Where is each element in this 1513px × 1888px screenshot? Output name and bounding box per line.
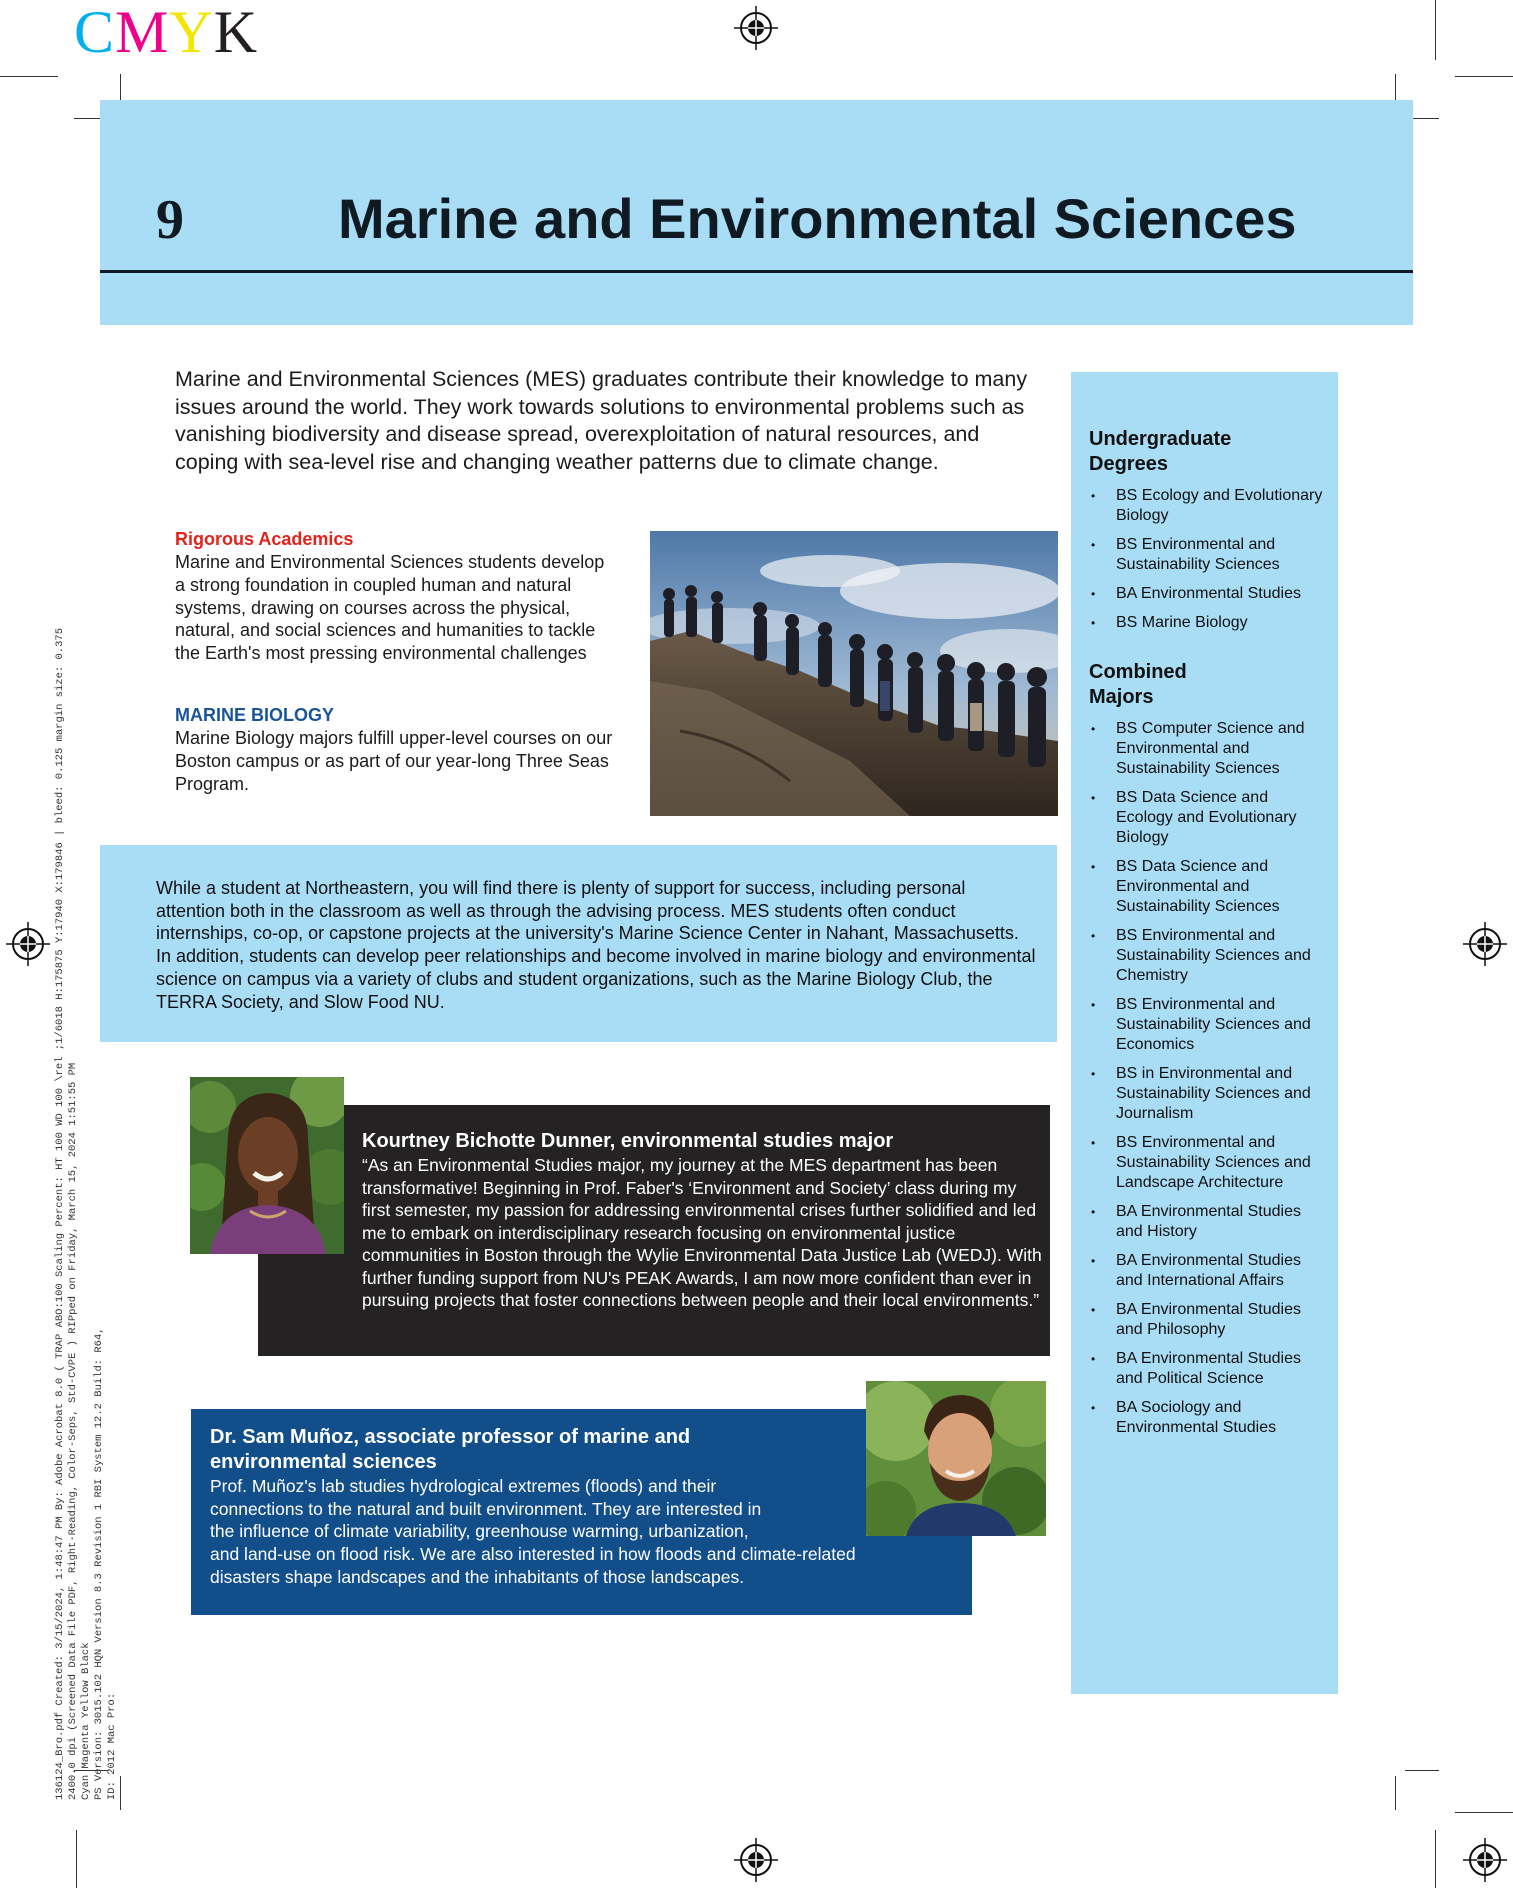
cmyk-m: M — [115, 0, 170, 65]
header-rule — [100, 270, 1413, 273]
major-item: • BA Environmental Studies and Philosophy — [1089, 1300, 1324, 1340]
crop-mark — [1395, 1776, 1396, 1810]
support-text: While a student at Northeastern, you will find there is plenty of support for success, including personal attention both in the classroom as well as through the advising process. MES students often conduct internships, co-op, or capstone projects at the university's Marine Science Center in Nahant, Massachusetts. In addition, students can develop peer relationships and become involved in marine biology and environmental science on campus via a variety of clubs and student organizations, such as the Marine Biology Club, the TERRA Society, and Slow Food NU. — [156, 878, 1036, 1012]
faculty-name: Dr. Sam Muñoz, associate professor of marine and environmental sciences — [210, 1426, 691, 1473]
cmyk-c: C — [74, 0, 116, 65]
crop-mark — [1455, 1812, 1513, 1813]
degree-item: • BS Ecology and Evolutionary Biology — [1089, 486, 1324, 526]
crop-mark — [120, 1776, 121, 1810]
degree-item: • BA Environmental Studies — [1089, 584, 1324, 604]
faculty-text-line: and land-use on flood risk. We are also interested in how floods and climate-related — [210, 1544, 856, 1565]
student-name: Kourtney Bichotte Dunner, environmental studies major — [362, 1130, 894, 1152]
cmyk-color-mark — [74, 0, 259, 65]
faculty-description — [210, 1475, 940, 1589]
registration-mark-icon — [1463, 1838, 1507, 1882]
major-item: • BA Sociology and Environmental Studies — [1089, 1398, 1324, 1438]
slug-line: 136124_Bro.pdf Created: 3/15/2024, 1:48:47 PM By: Adobe Acrobat 8.0 ( TRAP ABO:100 Scaling Percent: HT 100 WD 100 \rel ;1/6018 H:175875 Y:17940 X:179846 | bleed: 0.125 margin size: 0.375 — [54, 628, 66, 1800]
chapter-number: 9 — [156, 189, 184, 251]
degrees-sidebar — [1071, 372, 1338, 1694]
registration-mark-icon — [734, 1838, 778, 1882]
registration-mark-icon — [6, 922, 50, 966]
marine-biology-body: Marine Biology majors fulfill upper-level courses on our Boston campus or as part of our year-long Three Seas Program. — [175, 728, 613, 794]
degree-item: • BS Environmental and Sustainability Sciences — [1089, 535, 1324, 575]
slug-line: Cyan Magenta Yellow Black — [80, 1642, 92, 1800]
faculty-text-line: disasters shape landscapes and the inhabitants of those landscapes. — [210, 1566, 745, 1587]
degree-item: • BS Marine Biology — [1089, 613, 1324, 633]
crop-mark — [1405, 1770, 1439, 1771]
major-item: • BA Environmental Studies and Political Science — [1089, 1349, 1324, 1389]
major-item: • BS Environmental and Sustainability Sciences and Landscape Architecture — [1089, 1133, 1324, 1193]
academics-heading: Rigorous Academics — [175, 529, 354, 549]
support-band — [100, 845, 1057, 1042]
major-item: • BS in Environmental and Sustainability Sciences and Journalism — [1089, 1064, 1324, 1124]
crop-mark — [0, 76, 58, 77]
registration-mark-icon — [734, 6, 778, 50]
major-item: • BS Computer Science and Environmental and Sustainability Sciences — [1089, 719, 1324, 779]
major-item: • BS Environmental and Sustainability Sciences and Economics — [1089, 995, 1324, 1055]
combined-majors-list — [1089, 719, 1324, 1447]
intro-paragraph: Marine and Environmental Sciences (MES) graduates contribute their knowledge to many issues around the world. They work towards solutions to environmental problems such as vanishing biodiversity and disease spread, overexploitation of natural resources, and coping with sea-level rise and changing weather patterns due to climate change. — [175, 367, 1028, 474]
major-item: • BS Environmental and Sustainability Sciences and Chemistry — [1089, 926, 1324, 986]
crop-mark — [1435, 1830, 1436, 1888]
slug-line: ID: 2012 Mac Pro: — [106, 1692, 118, 1800]
marine-biology-heading: MARINE BIOLOGY — [175, 705, 335, 725]
major-item: • BA Environmental Studies and International Affairs — [1089, 1251, 1324, 1291]
printer-slug — [54, 380, 119, 1800]
undergraduate-degrees-list — [1089, 486, 1324, 642]
page-title: Marine and Environmental Sciences — [338, 187, 1297, 250]
crop-mark — [1455, 76, 1513, 77]
slug-line: 2400.0 dpi (Screened Data File PDF, Right-Reading, Color-Seps, Std-CVPE ) RIPped on Friday, March 15, 2024 1:51:55 PM — [67, 1062, 79, 1800]
faculty-text-line: connections to the natural and built environment. They are interested in — [210, 1498, 762, 1519]
student-quote: “As an Environmental Studies major, my journey at the MES department has been transformative! Beginning in Prof. Faber's ‘Environment and Society’ class during my first semester, my passion for addressing environmental crises further solidified and led me to embark on interdisciplinary research focusing on environmental justice communities in Boston through the Wylie Environmental Data Justice Lab (WEDJ). With further funding support from NU's PEAK Awards, I am now more confident than ever in pursuing projects that foster connections between people and their local environments.” — [362, 1155, 1042, 1310]
crop-mark — [1395, 74, 1396, 100]
faculty-profile-box — [191, 1409, 972, 1615]
cmyk-y: Y — [169, 0, 214, 65]
combined-majors-heading: Combined Majors — [1089, 661, 1187, 708]
registration-mark-icon — [1463, 922, 1507, 966]
major-item: • BA Environmental Studies and History — [1089, 1202, 1324, 1242]
crop-mark — [1435, 0, 1436, 60]
crop-mark — [76, 1830, 77, 1888]
faculty-text-line: Prof. Muñoz's lab studies hydrological extremes (floods) and their — [210, 1476, 717, 1496]
students-hiking-photo — [650, 531, 1058, 816]
major-item: • BS Data Science and Ecology and Evolutionary Biology — [1089, 788, 1324, 848]
crop-mark — [120, 74, 121, 100]
student-portrait-photo — [190, 1077, 344, 1254]
slug-line: PS Version: 3015.102 HQN Version 8.3 Revision 1 RBI System 12.2 Build: R64, — [93, 1327, 105, 1800]
student-quote-box — [258, 1105, 1050, 1356]
academics-body: Marine and Environmental Sciences students develop a strong foundation in coupled human and natural systems, drawing on courses across the physical, natural, and social sciences and humanities to tackle the Earth's most pressing environmental challenges — [175, 552, 605, 664]
faculty-portrait-photo — [866, 1381, 1046, 1536]
major-item: • BS Data Science and Environmental and Sustainability Sciences — [1089, 857, 1324, 917]
cmyk-k: K — [213, 0, 259, 65]
faculty-text-line: the influence of climate variability, greenhouse warming, urbanization, — [210, 1521, 749, 1542]
undergraduate-degrees-heading: Undergraduate Degrees — [1089, 428, 1232, 475]
